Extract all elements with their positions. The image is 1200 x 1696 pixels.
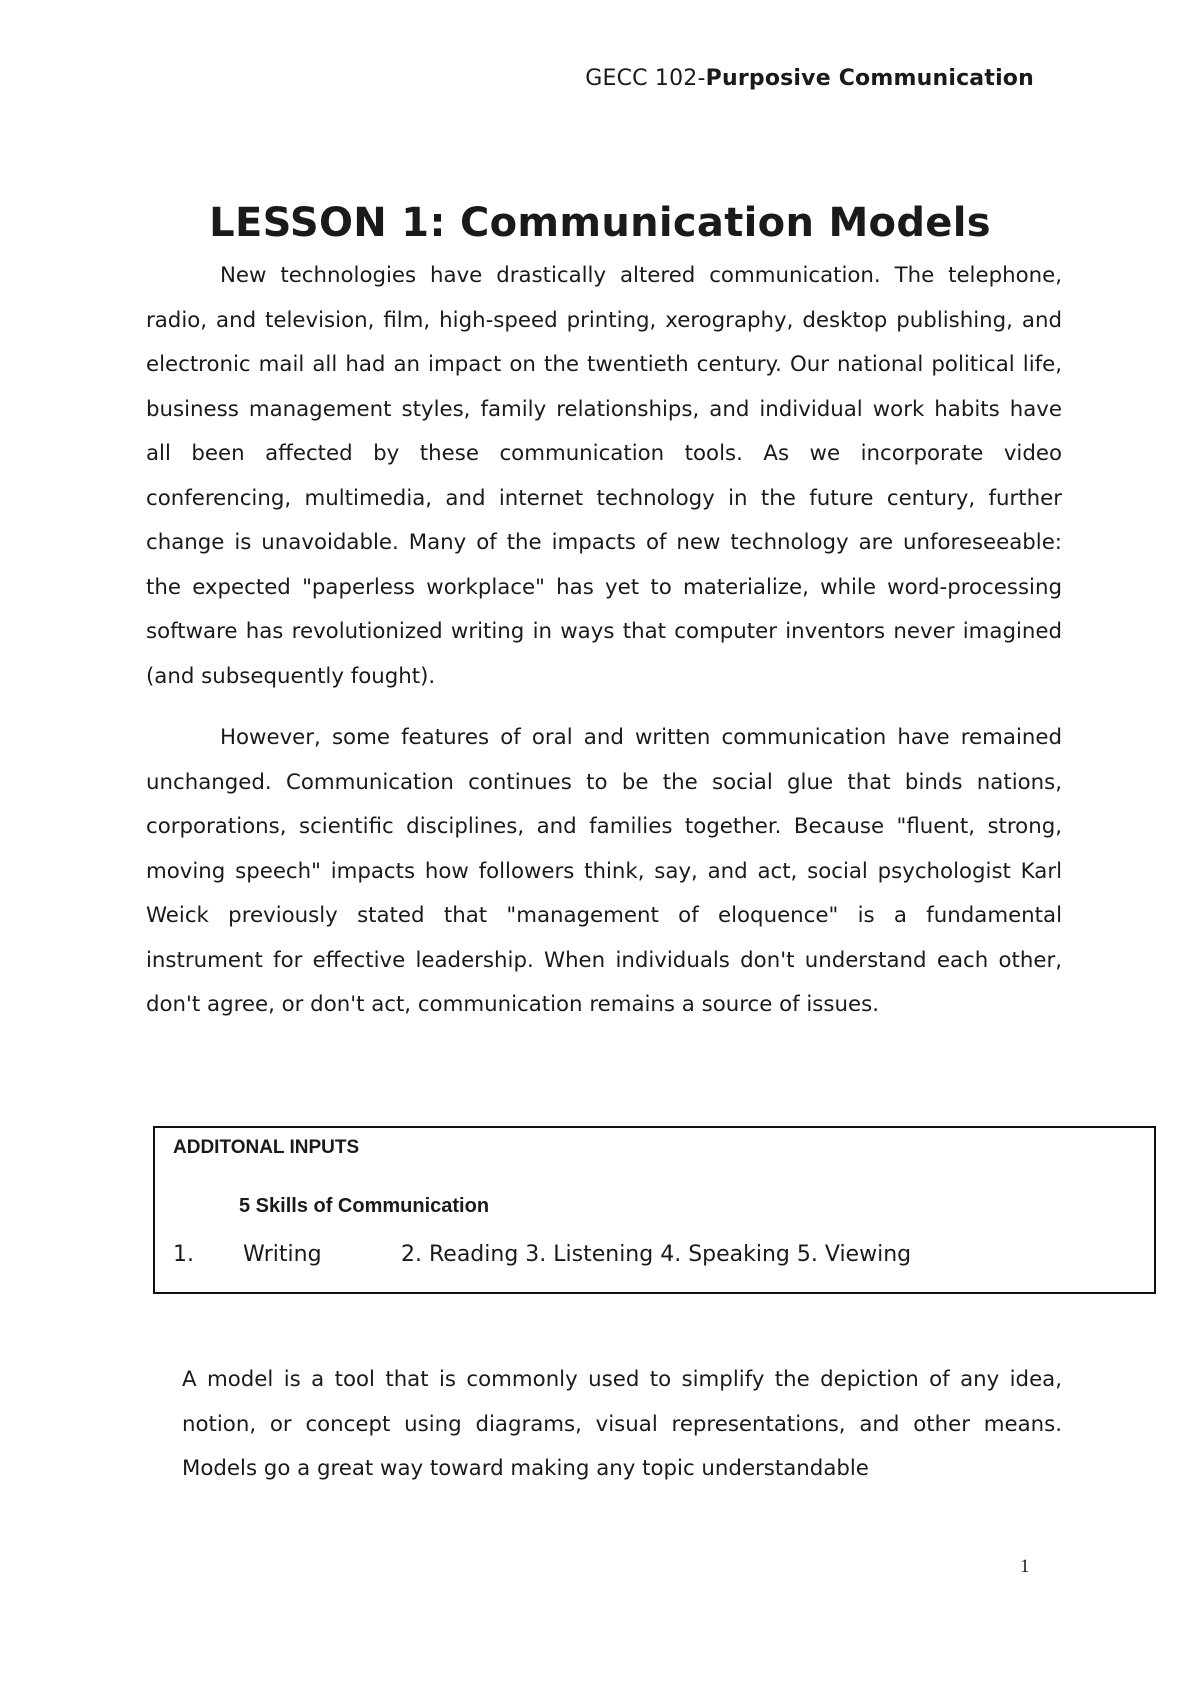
skills-list-rest: 2. Reading 3. Listening 4. Speaking 5. Viewing: [401, 1242, 912, 1267]
body-paragraph-3: A model is a tool that is commonly used to simplify the depiction of any idea, notion, or concept using diagrams, visual representations, and other means. Models go a great way toward making any topic understandable: [182, 1367, 1062, 1481]
skills-subheading: 5 Skills of Communication: [239, 1195, 490, 1217]
skills-list-first: Writing: [243, 1242, 322, 1267]
additional-inputs-heading: ADDITONAL INPUTS: [173, 1137, 360, 1158]
lesson-title: LESSON 1: Communication Models: [209, 200, 991, 246]
body-paragraph-1: New technologies have drastically altered communication. The telephone, radio, and television, film, high-speed printing, xerography, desktop publishing, and electronic mail all had an impact on the twentieth century. Our national political life, business management styles, family relationships, and individual work habits have all been affected by these communication tools. As we incorporate video conferencing, multimedia, and internet technology in the future century, further change is unavoidable. Many of the impacts of new technology are unforeseeable: the expected "paperless workplace" has yet to materialize, while word-processing software has revolutionized writing in ways that computer inventors never imagined (and subsequently fought).: [146, 263, 1062, 689]
page-header: [585, 66, 1034, 91]
additional-inputs-box: [153, 1126, 1156, 1294]
course-name: Purposive Communication: [705, 66, 1034, 91]
course-code: GECC 102-: [585, 66, 706, 91]
skills-list-number: 1.: [173, 1242, 194, 1267]
page-number: 1: [1020, 1556, 1030, 1577]
skills-list: [173, 1242, 911, 1267]
body-paragraph-2: However, some features of oral and written communication have remained unchanged. Communication continues to be the social glue that binds nations, corporations, scientific disciplines, and families together. Because "fluent, strong, moving speech" impacts how followers think, say, and act, social psychologist Karl Weick previously stated that "management of eloquence" is a fundamental instrument for effective leadership. When individuals don't understand each other, don't agree, or don't act, communication remains a source of issues.: [146, 725, 1062, 1017]
